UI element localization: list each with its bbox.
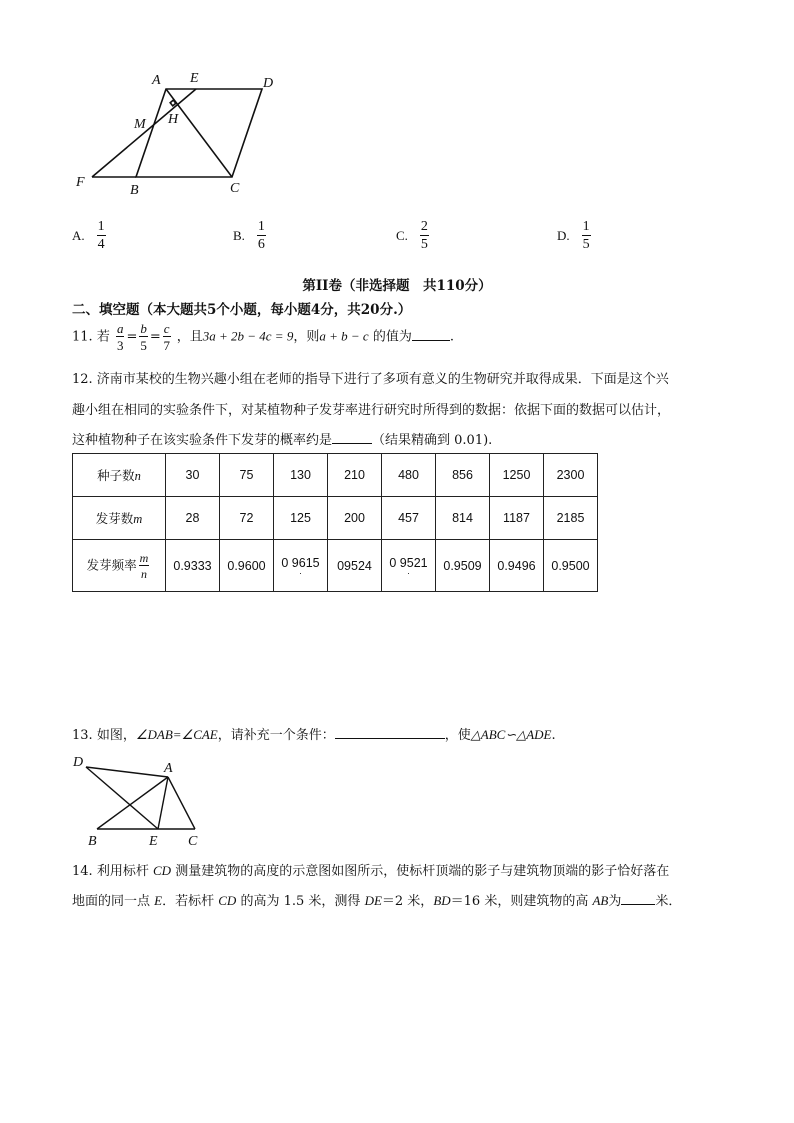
q12-line-2: 趣小组在相同的实验条件下，对某植物种子发芽率进行研究时所得到的数据：依据下面的数据可以估计， xyxy=(72,403,671,418)
option-d-label: D. xyxy=(557,228,570,243)
option-d[interactable] xyxy=(557,220,593,252)
q10-parallelogram-figure xyxy=(60,60,300,200)
q13-end: . xyxy=(551,728,556,743)
label-e: E xyxy=(190,71,199,86)
option-a[interactable] xyxy=(72,220,108,252)
question-13 xyxy=(72,724,556,743)
q14-answer-blank[interactable] xyxy=(621,892,655,905)
q11-eq1: = xyxy=(126,329,138,345)
q14-text: ＝2 米， xyxy=(381,894,434,909)
q14-line-2 xyxy=(72,890,681,909)
q13-text-1: 如图， xyxy=(96,728,136,743)
table-cell: 0.9509 xyxy=(436,540,490,592)
table-cell: 0 9615 · xyxy=(274,540,328,592)
option-c[interactable] xyxy=(396,220,431,252)
table-cell: 814 xyxy=(436,497,490,540)
q13-triangle-figure xyxy=(60,750,220,850)
part2-title: 第II卷（非选择题 共110分） xyxy=(302,278,492,294)
table-cell: 1187 xyxy=(490,497,544,540)
option-b-fraction: $\frac{1}{6}$ xyxy=(257,219,265,252)
label-m: M xyxy=(134,117,146,132)
q14-line-1 xyxy=(72,860,669,879)
q11-equation: 3a + 2b − 4c = 9 xyxy=(202,328,294,344)
table-cell: 210 xyxy=(328,454,382,497)
table-cell: 2185 xyxy=(544,497,598,540)
q12-answer-blank[interactable] xyxy=(332,431,372,444)
table-cell: 1250 xyxy=(490,454,544,497)
table-cell: 72 xyxy=(220,497,274,540)
germination-table xyxy=(72,453,598,592)
q11-eq2: = xyxy=(149,329,161,345)
table-cell: 28 xyxy=(166,497,220,540)
table-cell: 856 xyxy=(436,454,490,497)
table-cell: 09524 xyxy=(328,540,382,592)
option-b[interactable] xyxy=(233,220,268,252)
q11-answer-blank[interactable] xyxy=(412,328,450,341)
q14-text: 地面的同一点 xyxy=(72,894,151,909)
option-a-label: A. xyxy=(72,228,85,243)
label-a: A xyxy=(152,73,161,88)
q12-line-3-prefix: 这种植物种子在该实验条件下发芽的概率约是 xyxy=(72,433,333,448)
row-header-germinated: 发芽数m xyxy=(73,497,166,540)
q14-var-cd: CD xyxy=(152,863,172,878)
table-cell: 2300 xyxy=(544,454,598,497)
q14-number: 14. xyxy=(72,864,93,879)
q11-number: 11. xyxy=(72,329,93,345)
q11-mid-text: ，且 xyxy=(176,329,203,345)
option-d-fraction: $\frac{1}{5}$ xyxy=(582,219,590,252)
row-header-seeds: 种子数n xyxy=(73,454,166,497)
label-a: A xyxy=(164,761,173,776)
q14-text: 利用标杆 xyxy=(96,864,149,879)
q11-prefix: 若 xyxy=(96,329,110,345)
q13-answer-blank[interactable] xyxy=(335,726,445,739)
q11-fraction-c: $\frac{c}{7}$ xyxy=(163,321,170,353)
q11-then-text: ，则 xyxy=(293,329,320,345)
q13-number: 13. xyxy=(72,728,93,743)
question-11 xyxy=(72,322,454,352)
q14-text: ．若标杆 xyxy=(162,894,215,909)
option-c-label: C. xyxy=(396,228,408,243)
label-e: E xyxy=(149,834,158,849)
q14-var-cd: CD xyxy=(218,893,237,908)
q13-angle-equality: ∠DAB=∠CAE xyxy=(135,727,218,742)
q11-fraction-a: $\frac{a}{3}$ xyxy=(116,321,124,353)
q14-var-de: DE xyxy=(364,893,382,908)
q14-text: 米． xyxy=(655,894,682,909)
q11-suffix: 的值为 xyxy=(372,329,412,345)
q14-text: 为 xyxy=(608,894,622,909)
q13-similar-triangles: △ABC∽△ADE xyxy=(470,727,552,742)
q12-line-3-suffix: （结果精确到 0.01). xyxy=(372,433,493,448)
table-cell: 125 xyxy=(274,497,328,540)
table-cell: 0 9521 · xyxy=(382,540,436,592)
q14-var-bd: BD xyxy=(433,893,451,908)
q14-text: 测量建筑物的高度的示意图如图所示，使标杆顶端的影子与建筑物顶端的影子恰好落在 xyxy=(175,864,670,879)
option-a-fraction: $\frac{1}{4}$ xyxy=(97,219,105,252)
table-row-germinated xyxy=(73,497,598,540)
q14-text: ＝16 米，则建筑物的高 xyxy=(450,894,589,909)
label-c: C xyxy=(188,834,198,849)
q11-fraction-b: $\frac{b}{5}$ xyxy=(140,321,147,353)
q11-expression: a + b − c xyxy=(319,328,369,344)
table-cell: 480 xyxy=(382,454,436,497)
label-d: D xyxy=(73,755,84,770)
row-header-frequency: 发芽频率 $\frac{m}{n}$ xyxy=(73,540,166,592)
table-row-seeds xyxy=(73,454,598,497)
q11-end: . xyxy=(449,329,454,345)
table-cell: 200 xyxy=(328,497,382,540)
label-b: B xyxy=(88,834,97,849)
table-cell: 0.9500 xyxy=(544,540,598,592)
q13-text-2: ，请补充一个条件： xyxy=(217,728,335,743)
q14-text: 的高为 1.5 米，测得 xyxy=(240,894,361,909)
option-b-label: B. xyxy=(233,228,245,243)
section2-title: 二、填空题（本大题共5个小题，每小题4分，共20分.） xyxy=(72,302,412,318)
label-c: C xyxy=(230,181,240,196)
table-cell: 0.9600 xyxy=(220,540,274,592)
label-f: F xyxy=(76,175,85,190)
table-cell: 75 xyxy=(220,454,274,497)
table-cell: 457 xyxy=(382,497,436,540)
label-b: B xyxy=(130,183,139,198)
q14-var-ab: AB xyxy=(592,893,609,908)
table-cell: 30 xyxy=(166,454,220,497)
label-d: D xyxy=(263,76,274,91)
label-h: H xyxy=(168,112,179,127)
table-cell: 0.9496 xyxy=(490,540,544,592)
table-cell: 130 xyxy=(274,454,328,497)
q12-line-3 xyxy=(72,429,492,448)
q13-text-3: ，使 xyxy=(444,728,471,743)
option-c-fraction: $\frac{2}{5}$ xyxy=(420,219,428,252)
table-row-frequency xyxy=(73,540,598,592)
q14-var-e: E xyxy=(154,893,163,908)
q12-line-1: 12. 济南市某校的生物兴趣小组在老师的指导下进行了多项有意义的生物研究并取得成果．下面是这个兴 xyxy=(72,372,669,387)
table-cell: 0.9333 xyxy=(166,540,220,592)
